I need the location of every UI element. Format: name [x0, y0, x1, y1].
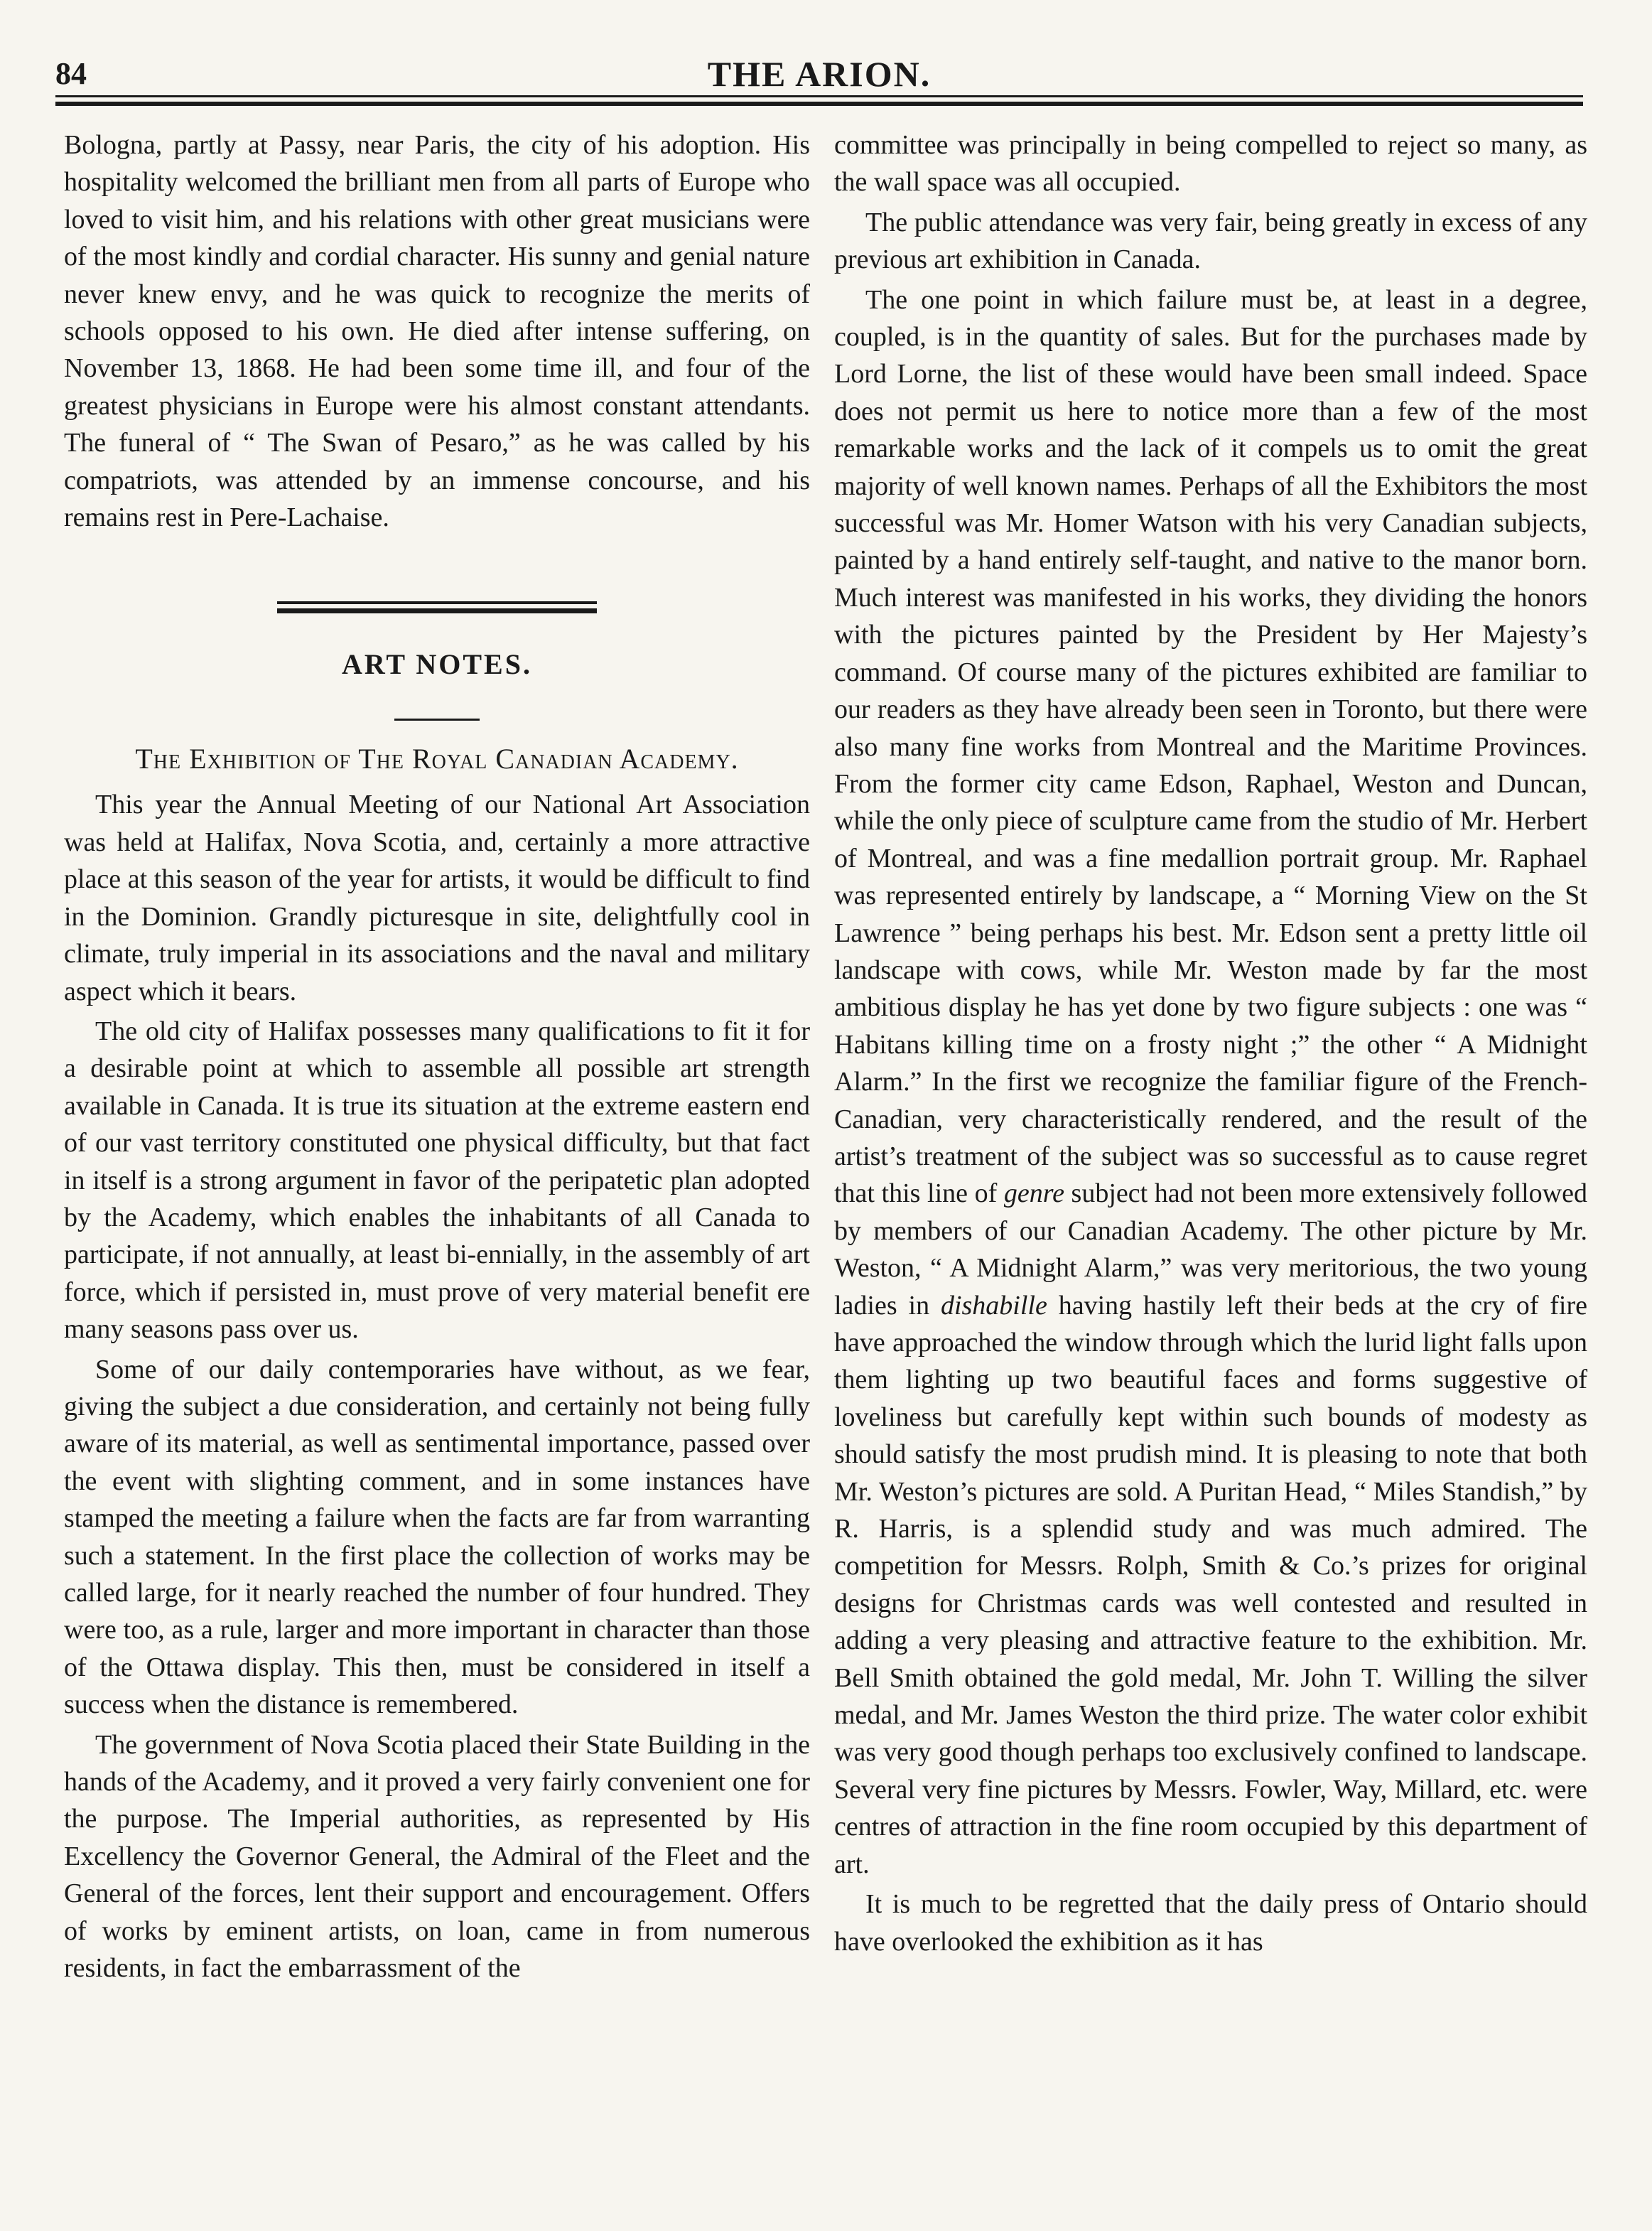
paragraph-committee: committee was principally in being compelled to reject so many, as the wall space was all occupied.: [834, 130, 1587, 198]
paragraph-sales-part-b: subject had not been more extensively followed by members of our Canadian Academy. The other picture by Mr. Weston, “ A Midnight Alarm,” was very meritorious, the two young ladies in: [834, 1178, 1587, 1321]
short-divider: [394, 719, 480, 721]
paragraph-attendance: The public attendance was very fair, being greatly in excess of any previous art exhibition in Canada.: [834, 207, 1587, 275]
italic-genre: genre: [1003, 1178, 1064, 1209]
paragraph-contemporaries: Some of our daily contemporaries have without, as we fear, giving the subject a due consideration, and certainly not being fully aware of its material, as well as sentimental importance, passed over the event with slighting comment, and in some instances have stamped the meeting a failure when the facts are far from warranting such a statement. In the first place the collection of works may be called large, for it nearly reached the number of four hundred. They were too, as a rule, larger and more important in character than those of the Ottawa display. This then, must be considered in itself a success when the distance is remembered.: [64, 1354, 810, 1720]
paragraph-halifax: The old city of Halifax possesses many qualifications to fit it for a desirable point at which to assemble all possible art strength available in Canada. It is true its situation at the extreme eastern end of our vast territory constituted one physical difficulty, but that fact in itself is a strong argument in favor of the peripatetic plan adopted by the Academy, which enables the inhabitants of all Canada to participate, if not annually, at least bi-ennially, in the assembly of art force, which if persisted in, must prove of very material benefit ere many seasons pass over us.: [64, 1016, 810, 1345]
paragraph-annual-meeting: This year the Annual Meeting of our National Art Association was held at Halifax, Nova Scotia, and, certainly a more attractive place at this season of the year for artists, it would be difficult to find in the Dominion. Grandly picturesque in site, delightfully cool in climate, truly imperial in its associations and the naval and military aspect which it bears.: [64, 790, 810, 1006]
header-rule-thick: [55, 102, 1583, 106]
paragraph-sales: [834, 281, 1587, 1883]
section-title: ART NOTES.: [342, 648, 532, 681]
header-rule-thin: [55, 95, 1583, 97]
paragraph-rossini-ending: Bologna, partly at Passy, near Paris, the city of his adoption. His hospitality welcomed the brilliant men from all parts of Europe who loved to visit him, and his relations with other great musicians were of the most kindly and cordial character. His sunny and genial nature never knew envy, and he was quick to recognize the merits of schools opposed to his own. He died after intense suffering, on November 13, 1868. He had been some time ill, and four of the greatest physicians in Europe were his almost constant attendants. The funeral of “ The Swan of Pesaro,” as he was called by his compatriots, was attended by an immense concourse, and his remains rest in Pere-Lachaise.: [64, 130, 810, 533]
article-subheading: The Exhibition of The Royal Canadian Academy.: [135, 743, 739, 775]
section-rule-thin: [277, 601, 597, 604]
paragraph-government: The government of Nova Scotia placed their State Building in the hands of the Academy, and it proved a very fairly convenient one for the purpose. The Imperial authorities, as represented by His Excellency the Governor General, the Admiral of the Fleet and the General of the forces, lent their support and encouragement. Offers of works by eminent artists, on loan, came in from numerous residents, in fact the embarrassment of the: [64, 1729, 810, 1984]
journal-title: THE ARION.: [707, 54, 932, 94]
paragraph-sales-part-c: having hastily left their beds at the cry of fire have approached the window through which the lurid light falls upon them lighting up two beautiful faces and forms suggestive of loveliness but carefully kept within such bounds of modesty as should satisfy the most prudish mind. It is pleasing to note that both Mr. Weston’s pictures are sold. A Puritan Head, “ Miles Standish,” by R. Harris, is a splendid study and was much admired. The competition for Messrs. Rolph, Smith & Co.’s prizes for original designs for Christmas cards was well contested and resulted in adding a very pleasing and attractive feature to the exhibition. Mr. Bell Smith obtained the gold medal, Mr. John T. Willing the silver medal, and Mr. James Weston the third prize. The water color exhibit was very good though perhaps too exclusively confined to landscape. Several very fine pictures by Messrs. Fowler, Way, Millard, etc. were centres of attraction in the fine room occupied by this department of art.: [834, 1290, 1587, 1879]
section-rule-thick: [277, 608, 597, 613]
paragraph-sales-part-a: The one point in which failure must be, at least in a degree, coupled, is in the quantity of sales. But for the purchases made by Lord Lorne, the list of these would have been small indeed. Space does not permit us here to notice more than a few of the most remarkable works and the lack of it compels us to omit the great majority of well known names. Perhaps of all the Exhibitors the most successful was Mr. Homer Watson with his very Canadian subjects, painted by a hand entirely self-taught, and native to the manor born. Much interest was manifested in his works, they dividing the honors with the pictures painted by the President by Her Majesty’s command. Of course many of the pictures exhibited are familiar to our readers as they have already been seen in Toronto, but there were also many fine works from Montreal and the Maritime Provinces. From the former city came Edson, Raphael, Weston and Duncan, while the only piece of sculpture came from the studio of Mr. Herbert of Montreal, and was a fine medallion portrait group. Mr. Raphael was represented entirely by landscape, a “ Morning View on the St Lawrence ” being perhaps his best. Mr. Edson sent a pretty little oil landscape with cows, while Mr. Weston made by far the most ambitious display he has yet done by two figure subjects : one was “ Habitans killing time on a frosty night ;” the other “ A Midnight Alarm.” In the first we recognize the familiar figure of the French-Canadian, very characteristically rendered, and the result of the artist’s treatment of the subject was so successful as to cause regret that this line of: [834, 284, 1587, 1209]
italic-dishabille: dishabille: [940, 1290, 1047, 1321]
page-number: 84: [55, 56, 87, 91]
paragraph-ontario-press: It is much to be regretted that the daily press of Ontario should have overlooked the exhibition as it has: [834, 1889, 1587, 1957]
right-column: [834, 127, 1587, 1960]
left-column: [64, 127, 810, 1987]
